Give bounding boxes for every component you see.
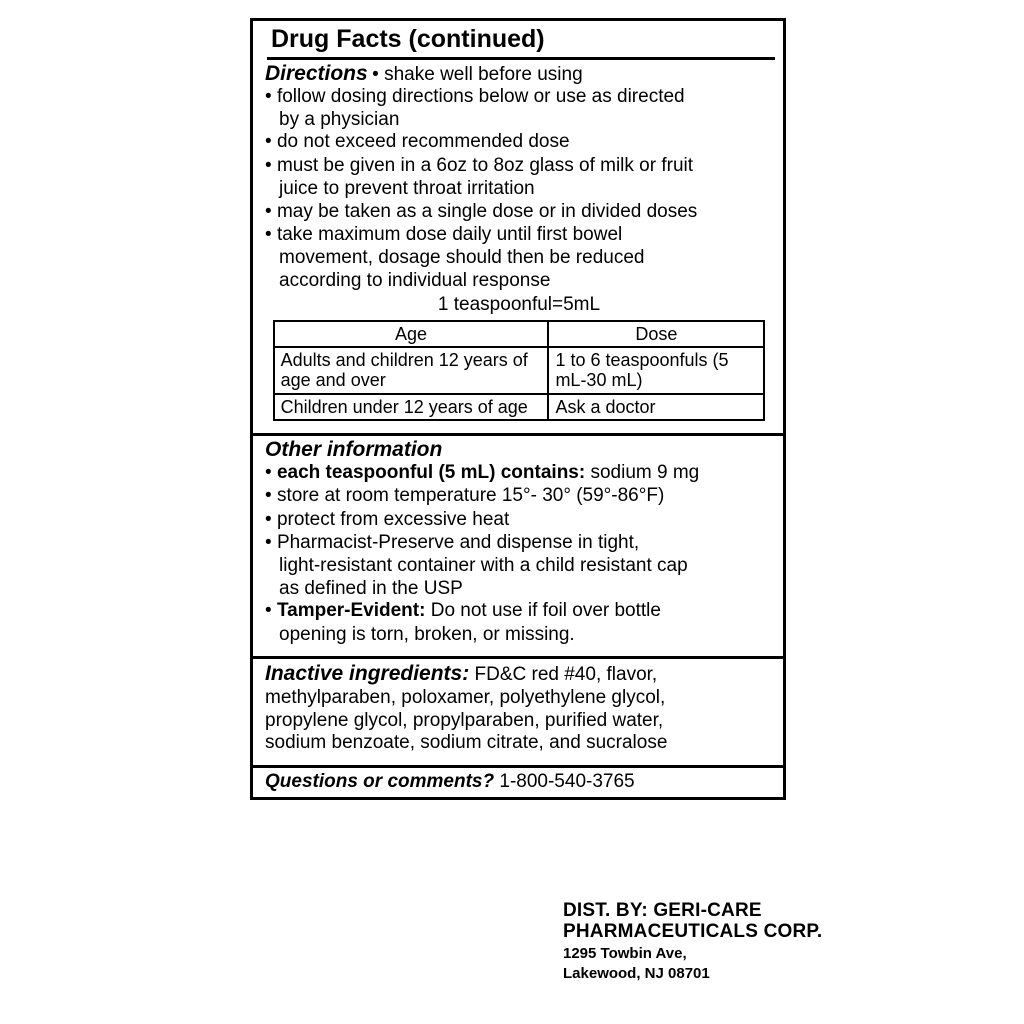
inactive-ingredients-text: FD&C red #40, flavor,: [469, 664, 658, 686]
questions-label: Questions or comments?: [265, 771, 495, 793]
inactive-ingredients-section: [253, 659, 783, 761]
list-item-bold: Tamper-Evident:: [276, 600, 426, 622]
directions-lead: • shake well before using: [372, 63, 583, 85]
inactive-ingredients-text: sodium benzoate, sodium citrate, and sucralose: [265, 732, 668, 754]
list-item-bold: each teaspoonful (5 mL) contains:: [276, 461, 586, 483]
cell-age: Adults and children 12 years of age and over: [274, 347, 549, 393]
inactive-ingredients-text: methylparaben, poloxamer, polyethylene glycol,: [265, 686, 666, 708]
questions-section: [253, 768, 783, 797]
other-information-list: [265, 462, 773, 646]
drug-facts-panel: [250, 18, 786, 800]
list-item: • take maximum dose daily until first bowel: [265, 224, 773, 246]
list-item-text: protect from excessive heat: [276, 508, 510, 530]
distributor-line-2: PHARMACEUTICALS CORP.: [563, 921, 823, 943]
other-information-heading: Other information: [265, 437, 443, 461]
list-item: [265, 485, 773, 507]
table-row: [274, 347, 765, 393]
table-row: [274, 394, 765, 420]
teaspoon-equivalence: 1 teaspoonful=5mL: [437, 294, 601, 316]
list-item: • may be taken as a single dose or in divided doses: [265, 201, 773, 223]
list-item-continuation: according to individual response: [279, 269, 551, 291]
list-item-text: store at room temperature 15°- 30° (59°-86°F): [276, 485, 665, 507]
list-item: • follow dosing directions below or use as directed: [265, 86, 773, 108]
inactive-ingredients-heading: Inactive ingredients:: [265, 662, 470, 686]
dosing-table: [273, 320, 766, 421]
list-item-continuation: as defined in the USP: [279, 577, 463, 599]
directions-section: [253, 60, 783, 429]
column-header-age: Age: [274, 321, 549, 347]
questions-phone[interactable]: 1-800-540-3765: [494, 771, 635, 793]
distributor-address-line-1: 1295 Towbin Ave,: [563, 944, 687, 962]
list-item-continuation: movement, dosage should then be reduced: [279, 247, 645, 269]
list-item-continuation: juice to prevent throat irritation: [279, 178, 535, 200]
list-item-continuation: by a physician: [279, 108, 400, 130]
list-item-continuation: light-resistant container with a child resistant cap: [279, 555, 688, 577]
distributor-address-line-2: Lakewood, NJ 08701: [563, 964, 710, 982]
list-item: [265, 509, 773, 531]
list-item: [265, 600, 773, 622]
inactive-ingredients-text: propylene glycol, propylparaben, purified water,: [265, 709, 664, 731]
distributor-block: [563, 900, 963, 983]
list-item-text: Pharmacist-Preserve and dispense in tight,: [276, 532, 640, 553]
other-information-section: [253, 436, 783, 652]
list-item-text: Do not use if foil over bottle: [425, 600, 661, 622]
inactive-ingredients-first-line: [265, 661, 773, 687]
list-item: • must be given in a 6oz to 8oz glass of milk or fruit: [265, 155, 773, 177]
page-title: Drug Facts (continued): [271, 25, 545, 53]
list-item: [265, 532, 773, 554]
directions-list: [265, 86, 773, 293]
cell-age: Children under 12 years of age: [274, 394, 549, 420]
list-item: • do not exceed recommended dose: [265, 131, 773, 153]
cell-dose: 1 to 6 teaspoonfuls (5 mL-30 mL): [548, 347, 764, 393]
cell-dose: Ask a doctor: [548, 394, 764, 420]
list-item: [265, 462, 773, 484]
distributor-line-1: DIST. BY: GERI-CARE: [563, 900, 762, 921]
column-header-dose: Dose: [548, 321, 764, 347]
table-header-row: [274, 321, 765, 347]
directions-heading-row: [265, 62, 773, 86]
list-item-continuation: opening is torn, broken, or missing.: [279, 623, 575, 645]
list-item-text: sodium 9 mg: [585, 461, 700, 483]
directions-heading: Directions: [265, 61, 368, 85]
